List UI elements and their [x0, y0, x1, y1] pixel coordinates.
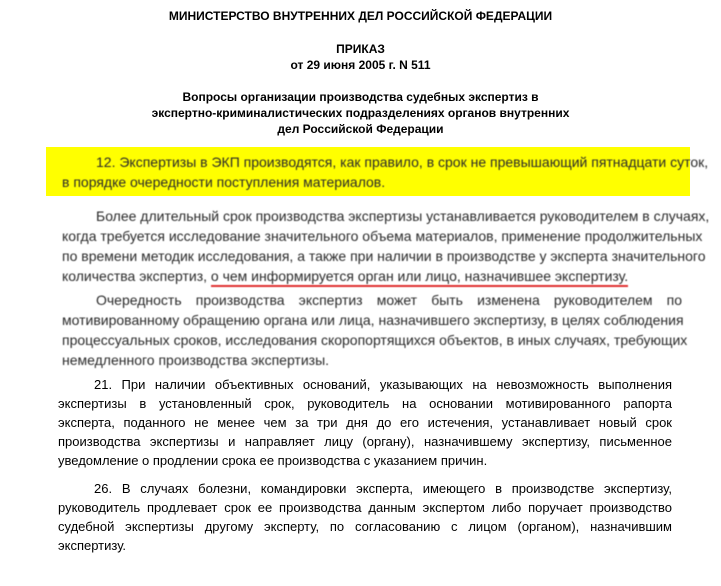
paragraph-line: 12. Экспертизы в ЭКП производятся, как правило, в срок не превышающий пятнадцати суток, — [96, 154, 709, 170]
paragraph-26 — [58, 479, 672, 555]
paragraph-line: Более длительный срок производства экспертизы устанавливается руководителем в случаях, — [96, 208, 710, 224]
paragraph-line: процессуальных сроков, исследования скоропортящихся объектов, в иных случаях, требующих — [62, 332, 688, 348]
paragraph-line: мотивированному обращению органа или лица, назначившего экспертизу, в целях соблюдения — [62, 312, 684, 328]
subject-line: экспертно-криминалистических подразделениях органов внутренних — [151, 106, 570, 120]
paragraph-line: уведомление о продлении срока ее производства с указанием причин. — [58, 453, 488, 468]
underlined-text: о чем информируется орган или лицо, назначившее экспертизу. — [211, 268, 628, 287]
ministry-title: МИНИСТЕРСТВО ВНУТРЕННИХ ДЕЛ РОССИЙСКОЙ ФЕДЕРАЦИИ — [168, 9, 553, 23]
paragraph-12 — [62, 152, 709, 192]
paragraph-line-start: количества экспертиз, — [62, 268, 211, 284]
subject-line: Вопросы организации производства судебных экспертиз в — [182, 90, 539, 104]
paragraph-line-with-underline — [62, 266, 682, 286]
paragraph-line: судебной экспертизы другому эксперту, по согласованию с лицом (органом), назначившим — [58, 519, 672, 534]
paragraph-line: когда требуется исследование значительного объема материалов, применение продолжительных — [62, 228, 703, 244]
paragraph-order-change — [62, 290, 688, 370]
order-heading — [0, 41, 721, 73]
paragraph-extended-term — [62, 206, 710, 286]
paragraph-line: Очередность производства экспертиз может быть изменена руководителем по — [96, 292, 682, 308]
paragraph-line: немедленного производства экспертизы. — [62, 352, 330, 368]
doc-date: от 29 июня 2005 г. N 511 — [290, 58, 431, 72]
paragraph-line: по времени методик исследования, а также при наличии в производстве у эксперта значительного — [62, 248, 706, 264]
paragraph-line: 21. При наличии объективных оснований, указывающих на невозможность выполнения — [94, 377, 672, 392]
paragraph-line: в порядке очередности поступления материалов. — [62, 174, 386, 190]
paragraph-line: производства экспертизы и направляет лицу (органу), назначившему экспертизу, письменное — [58, 434, 672, 449]
paragraph-21 — [58, 375, 672, 470]
doc-type: ПРИКАЗ — [336, 42, 385, 56]
subject-line: дел Российской Федерации — [277, 122, 444, 136]
paragraph-line: экспертизы в установленный срок, руководитель на основании мотивированного рапорта — [58, 396, 672, 411]
paragraph-line: эксперта, поданного не менее чем за три дня до его истечения, устанавливает новый срок — [58, 415, 672, 430]
paragraph-line: экспертизу. — [58, 538, 127, 553]
paragraph-line: руководитель продлевает срок ее производства данным экспертом либо поручает производство — [58, 500, 672, 515]
paragraph-line: 26. В случаях болезни, командировки эксперта, имеющего в производстве экспертизу, — [94, 481, 672, 496]
order-subject — [0, 89, 721, 137]
